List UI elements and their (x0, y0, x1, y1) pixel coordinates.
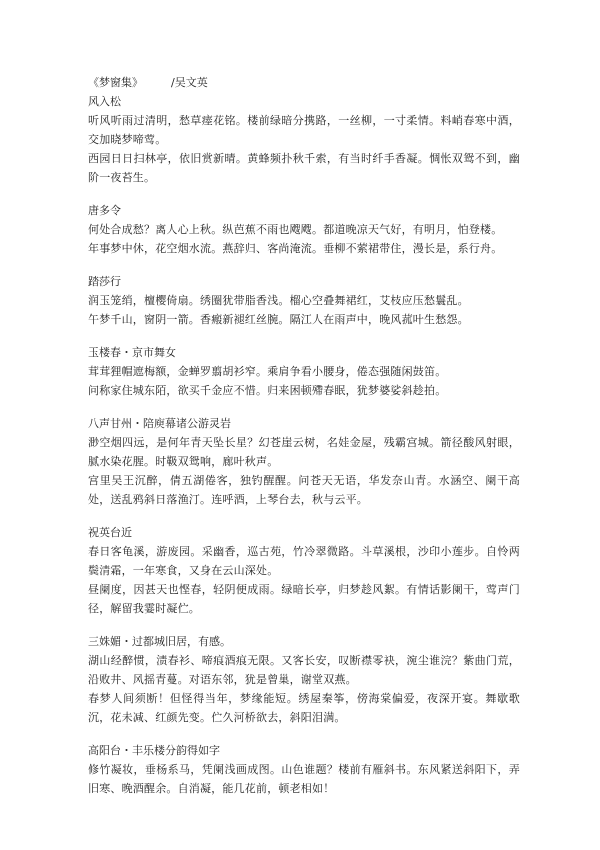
poem-paragraph: 午梦千山，窗阴一箭。香瘢新褪红丝腕。隔江人在雨声中，晚风菰叶生愁怨。 (88, 313, 469, 326)
poem-title: 风入松 (88, 95, 121, 108)
poem-section (88, 273, 520, 329)
poem-paragraph: 西园日日扫林亭，依旧赏新晴。黄蜂频扑秋千索，有当时纤手香凝。惆怅双鸳不到，幽阶一夜苔生。 (88, 152, 520, 184)
poem-paragraph: 渺空烟四远，是何年青天坠长星？幻苍崖云树，名娃金屋，残霸宫城。箭径酸风射眼，腻水染花腥。时靸双鸳响，廊叶秋声。 (88, 436, 520, 468)
poem-paragraph: 听风听雨过清明，愁草瘗花铭。楼前绿暗分携路，一丝柳，一寸柔情。料峭春寒中酒，交加晓梦啼莺。 (88, 114, 520, 146)
author-name: /吴文英 (171, 76, 208, 89)
poem-title: 祝英台近 (88, 526, 132, 539)
poem-paragraph: 茸茸狸帽遮梅额，金蝉罗翦胡衫窄。乘肩争看小腰身，倦态强随闲鼓笛。 (88, 365, 447, 378)
document-header (88, 74, 520, 91)
poem-title: 踏莎行 (88, 275, 121, 288)
poem-title: 八声甘州・陪庾幕诸公游灵岩 (88, 417, 231, 430)
poem-paragraph: 年事梦中休，花空烟水流。燕辞归、客尚淹流。垂柳不萦裙带住，漫长是，系行舟。 (88, 242, 503, 255)
poem-section (88, 415, 520, 509)
poem-title: 玉楼春・京市舞女 (88, 346, 176, 359)
poem-paragraph: 修竹凝妆，垂杨系马，凭阑浅画成图。山色谁题？楼前有雁斜书。东风紧送斜阳下，弄旧寒、晚酒醒余。自消凝，能几花前，顿老相如！ (88, 763, 520, 795)
poem-paragraph: 宫里吴王沉醉，倩五湖倦客，独钓醒醒。问苍天无语，华发奈山青。水涵空、阑干高处，送乱鸦斜日落渔汀。连呼酒，上琴台去，秋与云平。 (88, 474, 520, 506)
poem-section (88, 742, 520, 798)
poem-paragraph: 春日客龟溪，游废园。采幽香，巡古苑，竹冷翠微路。斗草溪根，沙印小莲步。自怜两鬓清霜，一年寒食，又身在云山深处。 (88, 545, 520, 577)
poem-paragraph: 润玉笼绡，檀樱倚扇。绣圈犹带脂香浅。榴心空叠舞裙红，艾枝应压愁鬟乱。 (88, 294, 469, 307)
poem-section (88, 524, 520, 618)
poem-paragraph: 春梦人间须断！但怪得当年，梦缘能短。绣屋秦筝，傍海棠偏爱，夜深开宴。舞歇歌沉，花未减、红颜先变。伫久河桥欲去，斜阳泪满。 (88, 692, 520, 724)
collection-title: 《梦窗集》 (88, 76, 143, 89)
poem-section (88, 344, 520, 400)
poem-section (88, 633, 520, 727)
document-page (88, 74, 520, 813)
poem-paragraph: 问称家住城东陌，欲买千金应不惜。归来困顿殢春眠，犹梦婆娑斜趁拍。 (88, 384, 447, 397)
poem-section (88, 93, 520, 187)
poem-title: 高阳台・丰乐楼分韵得如字 (88, 744, 220, 757)
poem-section (88, 202, 520, 258)
poem-title: 唐多令 (88, 204, 121, 217)
poem-paragraph: 昼阑度，因甚天也悭春，轻阴便成雨。绿暗长亭，归梦趁风絮。有情话影阑干，莺声门径，解留我霎时凝伫。 (88, 583, 520, 615)
poem-title: 三姝媚・过都城旧居，有感。 (88, 635, 231, 648)
poem-paragraph: 湖山经醉惯，渍春衫、啼痕酒痕无限。又客长安，叹断襟零袂，涴尘谁浣？紫曲门荒，沿败井、风摇青蔓。对语东邻，犹是曾巢，谢堂双燕。 (88, 654, 520, 686)
poem-paragraph: 何处合成愁？离人心上秋。纵芭蕉不雨也飕飕。都道晚凉天气好，有明月，怕登楼。 (88, 223, 503, 236)
